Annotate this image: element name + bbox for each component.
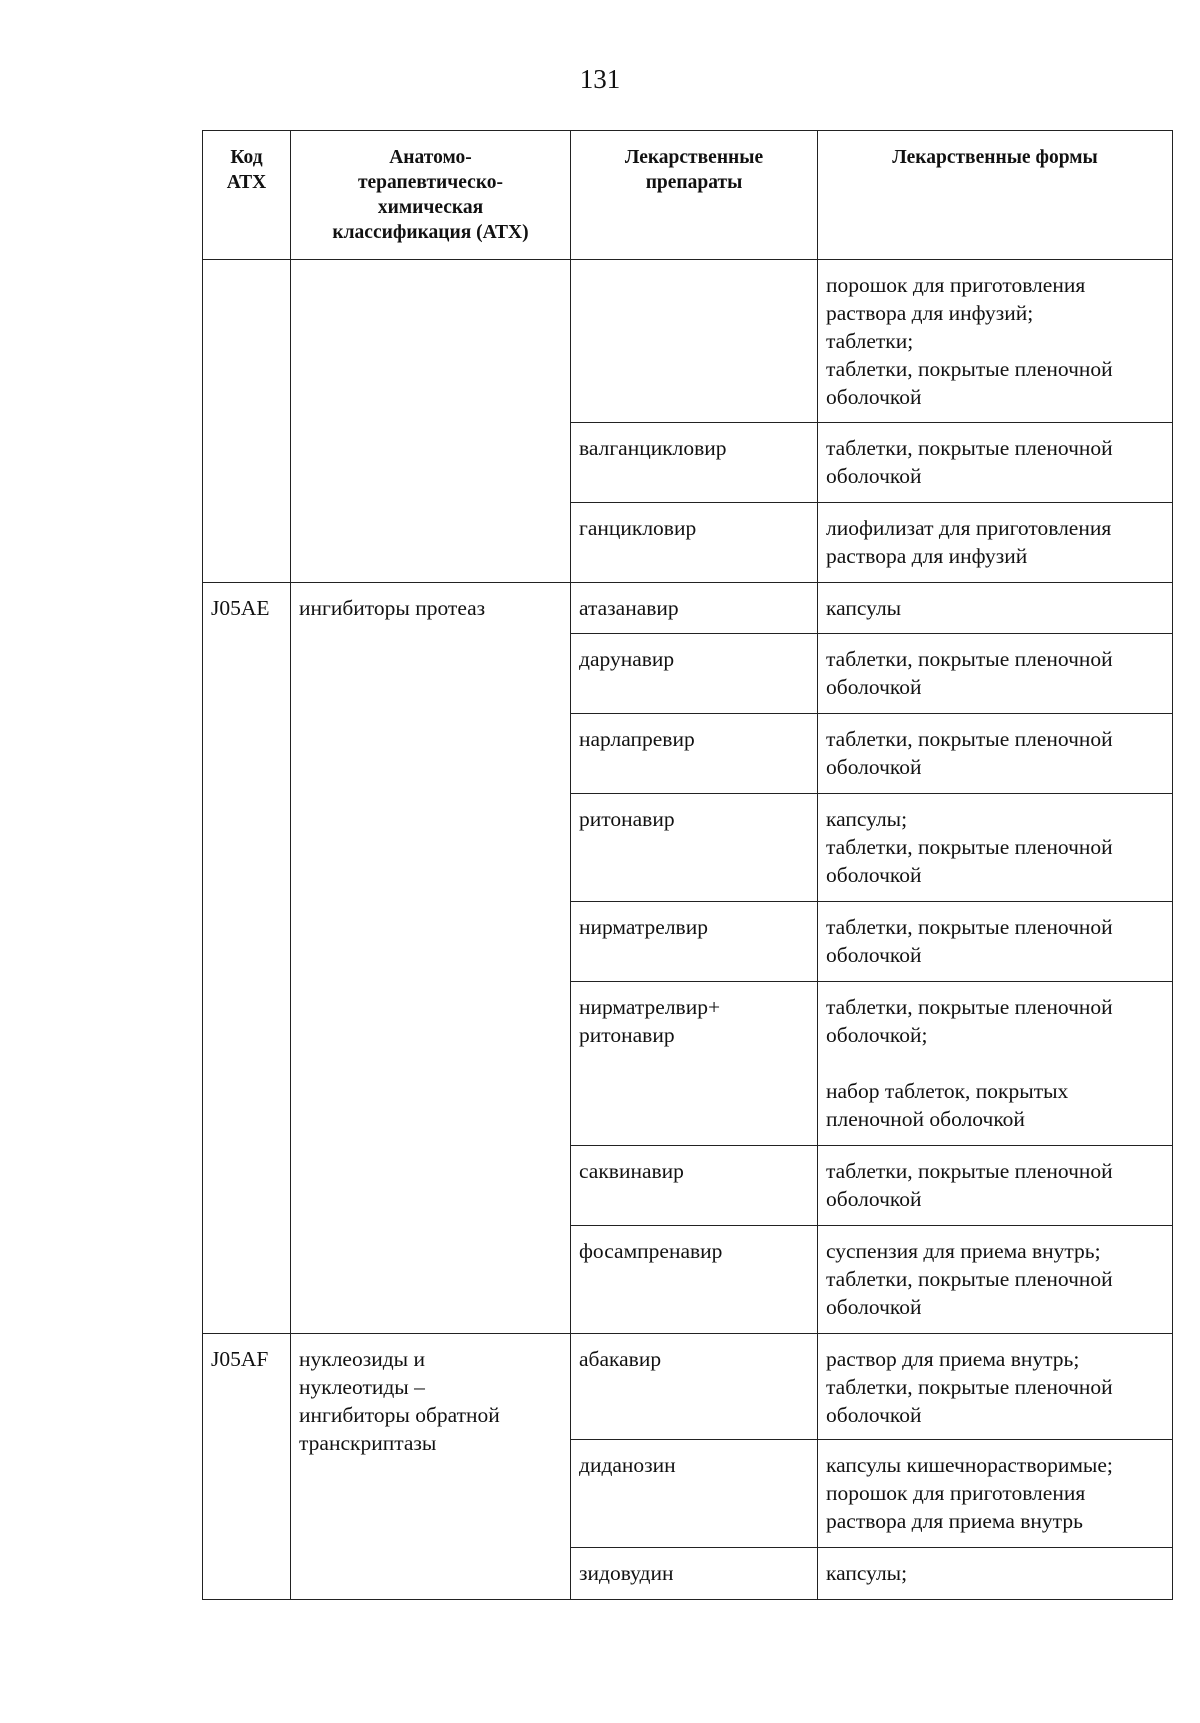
- table-row: [203, 260, 1173, 423]
- classification-cell: [291, 260, 571, 583]
- code-cell: J05AF: [203, 1334, 291, 1600]
- drug-cell: дарунавир: [571, 634, 818, 714]
- forms-cell: раствор для приема внутрь; таблетки, покрытые пленочной оболочкой: [818, 1334, 1173, 1440]
- drug-cell: нирматрелвир: [571, 902, 818, 982]
- drug-cell: нарлапревир: [571, 714, 818, 794]
- forms-cell: таблетки, покрытые пленочной оболочкой: [818, 1146, 1173, 1226]
- table-row: [203, 583, 1173, 634]
- forms-cell: капсулы; таблетки, покрытые пленочной оболочкой: [818, 794, 1173, 902]
- header-forms: Лекарственные формы: [818, 131, 1173, 260]
- header-drugs: Лекарственные препараты: [571, 131, 818, 260]
- drug-cell: атазанавир: [571, 583, 818, 634]
- header-classification: Анатомо- терапевтическо- химическая классификация (АТХ): [291, 131, 571, 260]
- header-code: Код АТХ: [203, 131, 291, 260]
- forms-cell: таблетки, покрытые пленочной оболочкой: [818, 634, 1173, 714]
- drug-cell: зидовудин: [571, 1548, 818, 1600]
- drug-cell: ганцикловир: [571, 503, 818, 583]
- drug-cell: абакавир: [571, 1334, 818, 1440]
- drug-cell: фосампренавир: [571, 1226, 818, 1334]
- forms-cell: порошок для приготовления раствора для инфузий; таблетки; таблетки, покрытые пленочной оболочкой: [818, 260, 1173, 423]
- forms-cell: таблетки, покрытые пленочной оболочкой: [818, 423, 1173, 503]
- page-number: 131: [579, 64, 621, 94]
- forms-cell: таблетки, покрытые пленочной оболочкой; набор таблеток, покрытых пленочной оболочкой: [818, 982, 1173, 1146]
- forms-cell: лиофилизат для приготовления раствора для инфузий: [818, 503, 1173, 583]
- table-row: [203, 1334, 1173, 1440]
- drug-cell: диданозин: [571, 1440, 818, 1548]
- drug-cell: саквинавир: [571, 1146, 818, 1226]
- atx-table: [202, 130, 1173, 1600]
- code-cell: [203, 260, 291, 583]
- forms-cell: капсулы: [818, 583, 1173, 634]
- drug-cell: [571, 260, 818, 423]
- forms-cell: суспензия для приема внутрь; таблетки, покрытые пленочной оболочкой: [818, 1226, 1173, 1334]
- forms-cell: капсулы;: [818, 1548, 1173, 1600]
- classification-cell: ингибиторы протеаз: [291, 583, 571, 1334]
- classification-cell: нуклеозиды и нуклеотиды – ингибиторы обратной транскриптазы: [291, 1334, 571, 1600]
- drug-cell: валганцикловир: [571, 423, 818, 503]
- drug-cell: нирматрелвир+ ритонавир: [571, 982, 818, 1146]
- forms-cell: таблетки, покрытые пленочной оболочкой: [818, 902, 1173, 982]
- forms-cell: таблетки, покрытые пленочной оболочкой: [818, 714, 1173, 794]
- forms-cell: капсулы кишечнорастворимые; порошок для приготовления раствора для приема внутрь: [818, 1440, 1173, 1548]
- code-cell: J05AE: [203, 583, 291, 1334]
- drug-cell: ритонавир: [571, 794, 818, 902]
- table-header-row: [203, 131, 1173, 260]
